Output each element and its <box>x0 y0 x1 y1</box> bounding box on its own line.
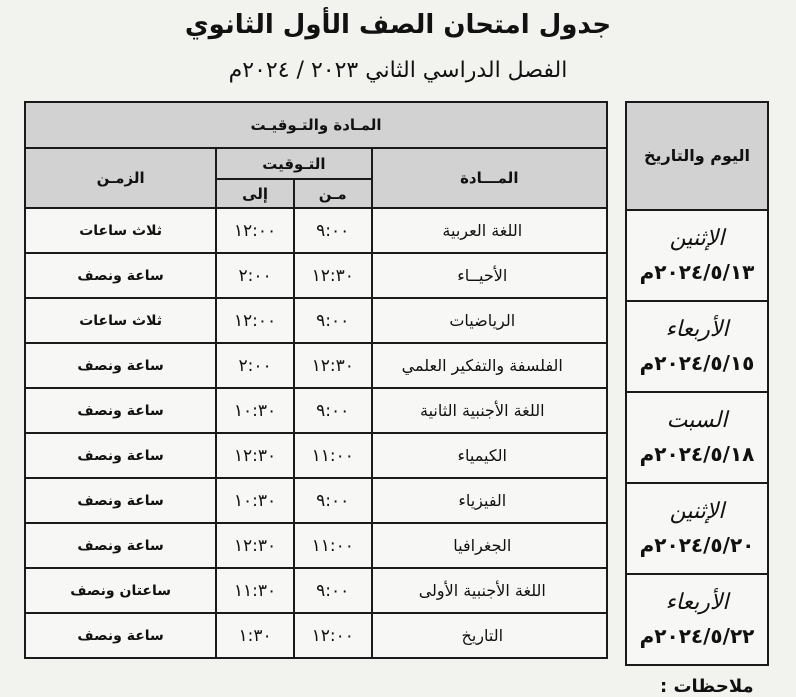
from-time-cell: ١٢:٠٠ <box>294 613 372 658</box>
from-time-cell: ١٢:٣٠ <box>294 253 372 298</box>
day-row <box>626 392 768 483</box>
day-name: السبت <box>666 407 728 433</box>
day-row <box>626 301 768 392</box>
day-cell <box>626 483 768 574</box>
duration-cell: ساعة ونصف <box>25 613 216 658</box>
duration-cell: ساعة ونصف <box>25 433 216 478</box>
to-time-cell: ٢:٠٠ <box>216 343 294 388</box>
duration-cell: ساعة ونصف <box>25 388 216 433</box>
table-row <box>25 568 607 613</box>
to-time-cell: ١٢:٠٠ <box>216 298 294 343</box>
day-name: الأربعاء <box>665 589 729 615</box>
duration-cell: ساعة ونصف <box>25 523 216 568</box>
col-to-header: إلى <box>216 179 294 208</box>
col-duration-header: الزمـن <box>25 148 216 208</box>
to-time-cell: ١٠:٣٠ <box>216 478 294 523</box>
subject-cell: الكيمياء <box>372 433 607 478</box>
day-date: ٢٠٢٤/٥/١٥م <box>639 350 755 375</box>
subject-cell: اللغة العربية <box>372 208 607 253</box>
day-date-table <box>625 101 769 666</box>
subject-cell: الفيزياء <box>372 478 607 523</box>
col-subject-header: المـــادة <box>372 148 607 208</box>
to-time-cell: ٢:٠٠ <box>216 253 294 298</box>
to-time-cell: ١٢:٣٠ <box>216 523 294 568</box>
day-date: ٢٠٢٤/٥/٢٢م <box>639 623 755 648</box>
notes-label: ملاحظات : <box>660 676 754 697</box>
from-time-cell: ١٢:٣٠ <box>294 343 372 388</box>
duration-cell: ساعتان ونصف <box>25 568 216 613</box>
page-title: جدول امتحان الصف الأول الثانوي <box>184 10 612 40</box>
duration-cell: ثلاث ساعات <box>25 298 216 343</box>
day-cell <box>626 392 768 483</box>
day-name: الأربعاء <box>665 316 729 342</box>
subject-cell: الجغرافيا <box>372 523 607 568</box>
duration-cell: ساعة ونصف <box>25 478 216 523</box>
day-name: الإثنين <box>669 225 725 251</box>
page-subtitle: الفصل الدراسي الثاني ٢٠٢٣ / ٢٠٢٤م <box>228 58 568 83</box>
col-timing-header: التـوقيت <box>216 148 371 179</box>
day-cell <box>626 574 768 665</box>
day-row <box>626 574 768 665</box>
subject-cell: الرياضيات <box>372 298 607 343</box>
exam-schedule-table <box>24 101 608 659</box>
group-header: المـادة والتـوقيـت <box>25 102 607 148</box>
table-row <box>25 343 607 388</box>
subject-cell: الأحيــاء <box>372 253 607 298</box>
day-date: ٢٠٢٤/٥/١٨م <box>639 441 755 466</box>
from-time-cell: ٩:٠٠ <box>294 478 372 523</box>
day-date-header: اليوم والتاريخ <box>626 102 768 210</box>
table-row <box>25 523 607 568</box>
to-time-cell: ١:٣٠ <box>216 613 294 658</box>
day-date: ٢٠٢٤/٥/٢٠م <box>639 532 755 557</box>
table-row <box>25 298 607 343</box>
from-time-cell: ٩:٠٠ <box>294 208 372 253</box>
from-time-cell: ١١:٠٠ <box>294 523 372 568</box>
table-row <box>25 253 607 298</box>
subject-cell: الفلسفة والتفكير العلمي <box>372 343 607 388</box>
duration-cell: ساعة ونصف <box>25 253 216 298</box>
duration-cell: ثلاث ساعات <box>25 208 216 253</box>
table-row <box>25 433 607 478</box>
to-time-cell: ١٢:٣٠ <box>216 433 294 478</box>
from-time-cell: ١١:٠٠ <box>294 433 372 478</box>
table-row <box>25 478 607 523</box>
from-time-cell: ٩:٠٠ <box>294 388 372 433</box>
from-time-cell: ٩:٠٠ <box>294 298 372 343</box>
col-from-header: مـن <box>294 179 372 208</box>
day-row <box>626 483 768 574</box>
from-time-cell: ٩:٠٠ <box>294 568 372 613</box>
subject-cell: اللغة الأجنبية الثانية <box>372 388 607 433</box>
day-name: الإثنين <box>669 498 725 524</box>
day-cell <box>626 301 768 392</box>
subject-cell: اللغة الأجنبية الأولى <box>372 568 607 613</box>
to-time-cell: ١١:٣٠ <box>216 568 294 613</box>
table-row <box>25 613 607 658</box>
table-row <box>25 208 607 253</box>
to-time-cell: ١٢:٠٠ <box>216 208 294 253</box>
duration-cell: ساعة ونصف <box>25 343 216 388</box>
to-time-cell: ١٠:٣٠ <box>216 388 294 433</box>
day-date: ٢٠٢٤/٥/١٣م <box>639 259 755 284</box>
day-row <box>626 210 768 301</box>
day-cell <box>626 210 768 301</box>
table-row <box>25 388 607 433</box>
subject-cell: التاريخ <box>372 613 607 658</box>
